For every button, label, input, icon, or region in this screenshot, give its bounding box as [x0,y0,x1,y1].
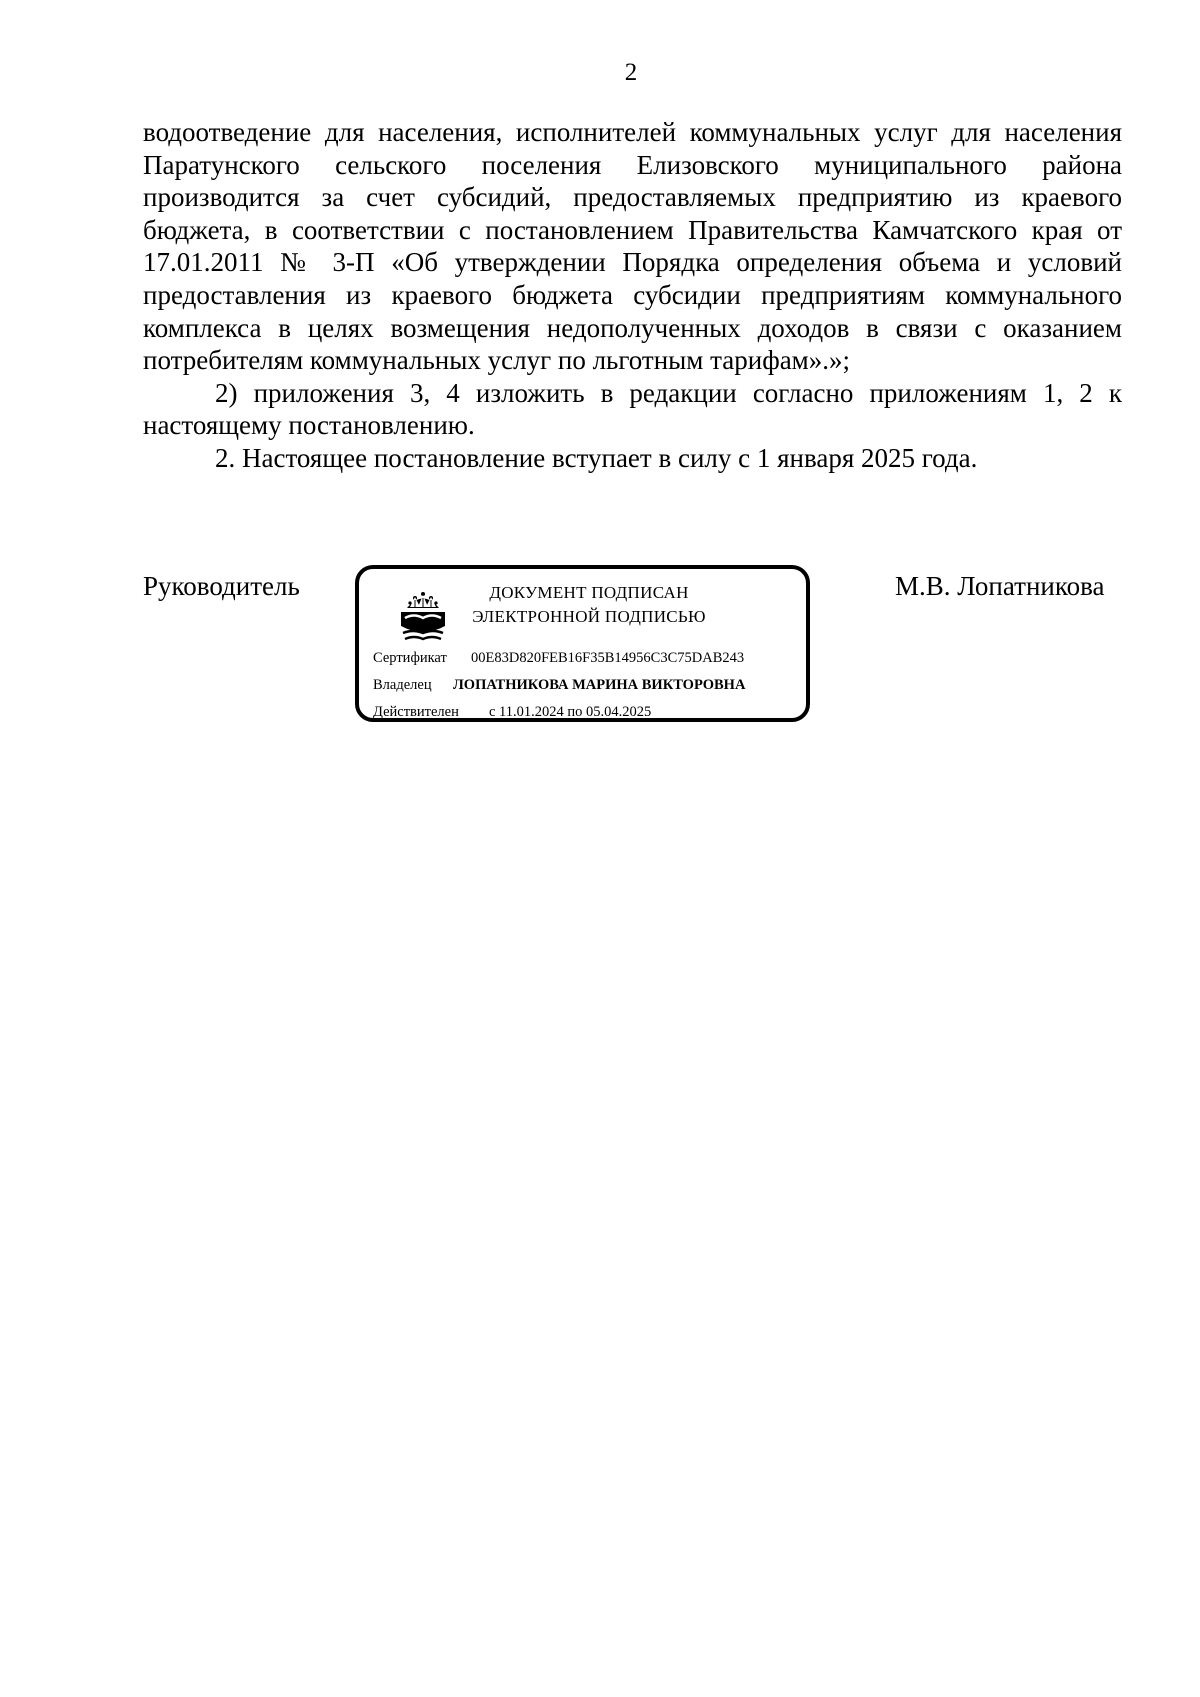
body-paragraph-3: 2. Настоящее постановление вступает в силу с 1 января 2025 года. [215,442,978,473]
signer-title: Руководитель [143,571,300,601]
stamp-validity-row [373,702,652,722]
electronic-signature-stamp [355,565,810,722]
owner-label: Владелец [373,677,432,693]
certificate-value: 00E83D820FEB16F35B14956C3C75DAB243 [471,650,745,666]
owner-value: ЛОПАТНИКОВА МАРИНА ВИКТОРОВНА [453,677,746,693]
signer-name: М.В. Лопатникова [895,571,1105,601]
document-body [143,116,1122,475]
page-number: 2 [624,59,638,86]
stamp-header [459,581,719,629]
stamp-header-line-1: ДОКУМЕНТ ПОДПИСАН [489,583,689,602]
stamp-header-line-2: ЭЛЕКТРОННОЙ ПОДПИСЬЮ [472,607,706,626]
body-paragraph-1: водоотведение для населения, исполнителей коммунальных услуг для населения Паратунского сельского поселения Елизовского муниципального района производится за счет субсидий, предоставляемых предприятию из краевого бюджета, в соответствии с постановлением Правительства Камчатского края от 17.01.2011 № 3-П «Об утверждении Порядка определения объема и условий предоставления из краевого бюджета субсидии предприятиям коммунального комплекса в целях возмещения недополученных доходов в связи с оказанием потребителям коммунальных услуг по льготным тарифам».»; [143,117,1122,376]
kamchatka-coat-of-arms-icon [397,588,449,644]
validity-value: с 11.01.2024 по 05.04.2025 [489,704,652,720]
validity-label: Действителен [373,704,459,720]
stamp-certificate-row [373,648,745,668]
stamp-owner-row [373,675,746,695]
body-paragraph-2: 2) приложения 3, 4 изложить в редакции согласно приложениям 1, 2 к настоящему постановлению. [143,377,1122,441]
certificate-label: Сертификат [373,650,447,666]
